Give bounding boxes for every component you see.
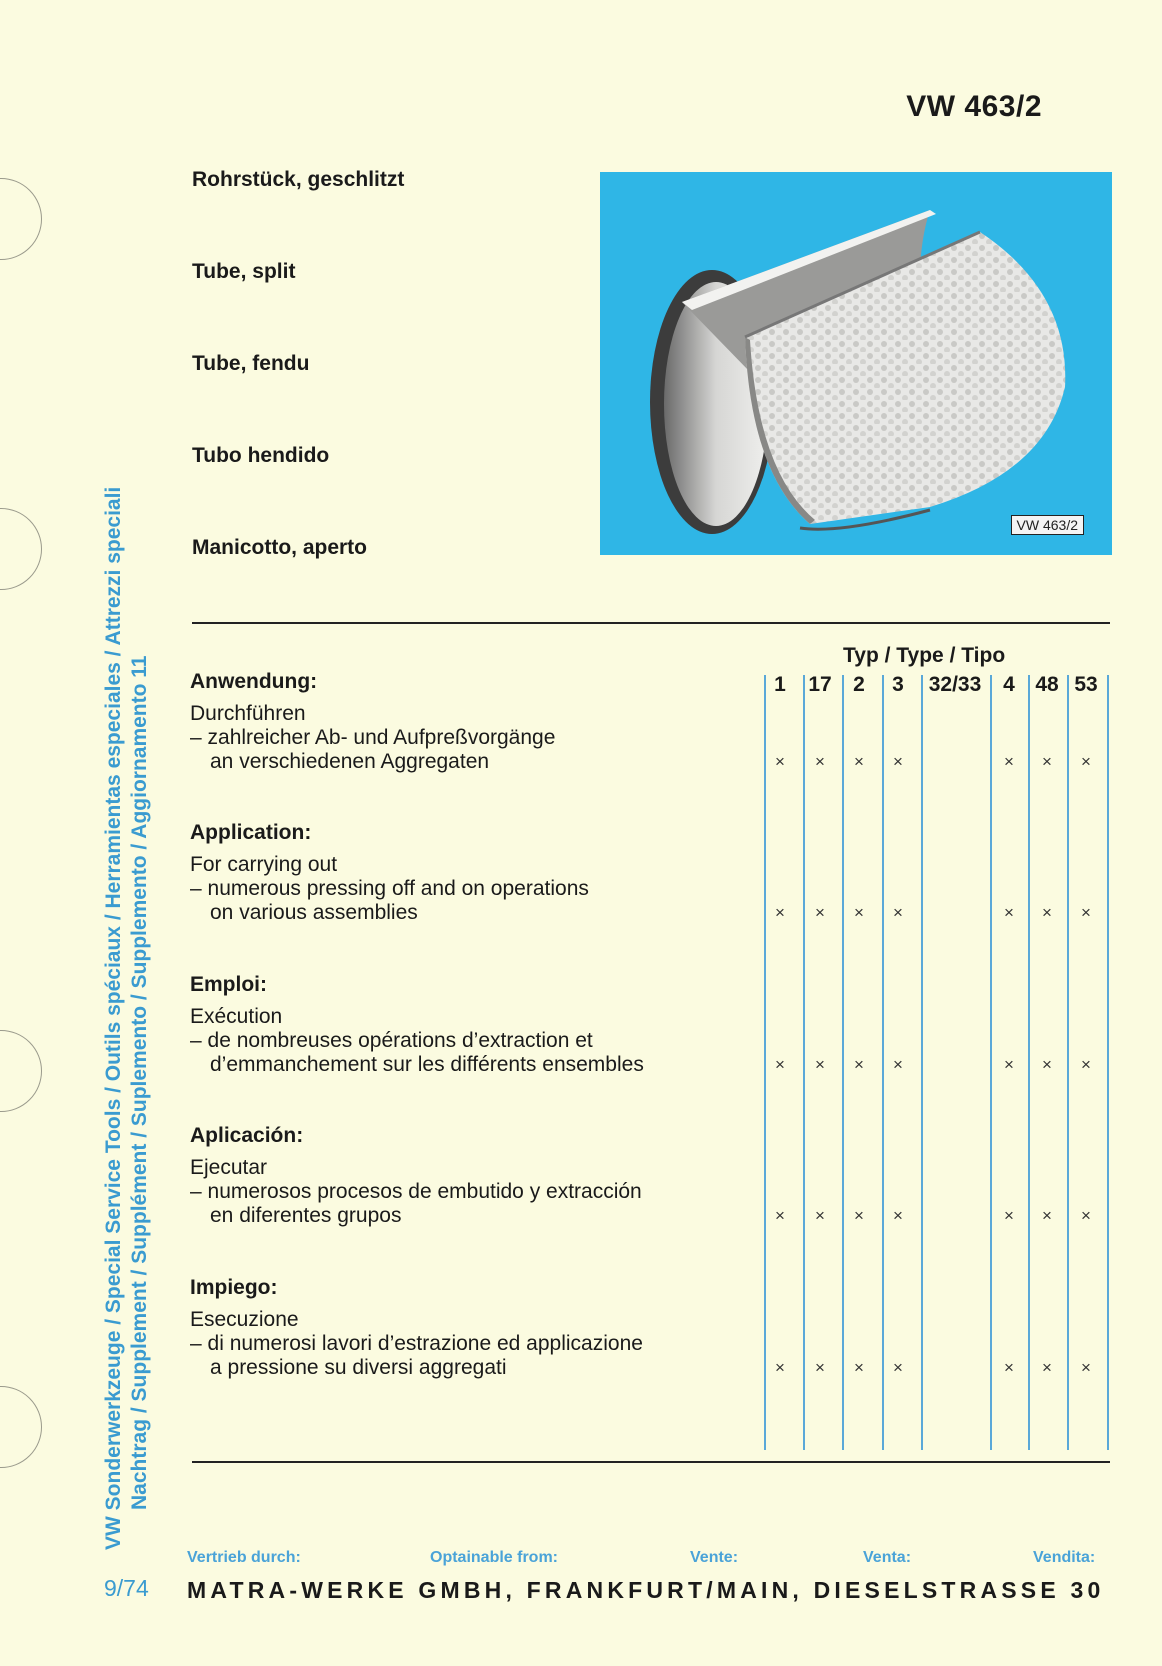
type-column-header: 48 <box>1035 673 1059 696</box>
applicable-mark: × <box>775 1206 785 1225</box>
type-column-header: 53 <box>1074 673 1098 696</box>
footer-label-spanish: Venta: <box>863 1549 912 1566</box>
applicable-mark: × <box>815 752 825 771</box>
section-text-line: – de nombreuses opérations d’extraction et <box>190 1029 593 1052</box>
punch-hole <box>0 178 42 260</box>
applicable-mark: × <box>1004 1206 1014 1225</box>
applicable-mark: × <box>1004 1358 1014 1377</box>
applicable-mark: × <box>854 1055 864 1074</box>
applicable-mark: × <box>854 1358 864 1377</box>
column-divider <box>921 675 923 1450</box>
punch-hole <box>0 508 42 590</box>
type-column-header: 17 <box>808 673 832 696</box>
section-text-line: – zahlreicher Ab- und Aufpreßvorgänge <box>190 726 556 749</box>
column-divider <box>882 675 884 1450</box>
applicable-mark: × <box>815 1358 825 1377</box>
punch-hole <box>0 1386 42 1468</box>
applicable-mark: × <box>1042 1055 1052 1074</box>
applicable-mark: × <box>893 752 903 771</box>
applicable-mark: × <box>1004 903 1014 922</box>
company-address: MATRA-WERKE GMBH, FRANKFURT/MAIN, DIESELSTRASSE 30 <box>187 1577 1105 1603</box>
applicable-mark: × <box>893 903 903 922</box>
section-text-line: an verschiedenen Aggregaten <box>210 750 490 773</box>
footer-label-german: Vertrieb durch: <box>187 1549 301 1566</box>
footer-label-french: Vente: <box>690 1549 739 1566</box>
applicable-mark: × <box>1004 1055 1014 1074</box>
applicable-mark: × <box>854 903 864 922</box>
section-text-line: Durchführen <box>190 702 306 725</box>
column-divider <box>1067 675 1069 1450</box>
applicable-mark: × <box>1081 1055 1091 1074</box>
section-text-line: Ejecutar <box>190 1156 268 1179</box>
applicable-mark: × <box>893 1358 903 1377</box>
type-column-header: 4 <box>1003 673 1015 696</box>
product-photo <box>600 172 1112 555</box>
section-text-line: Esecuzione <box>190 1308 299 1331</box>
document-number: VW 463/2 <box>906 90 1042 123</box>
applicable-mark: × <box>1081 1206 1091 1225</box>
applicable-mark: × <box>1042 903 1052 922</box>
name-german: Rohrstück, geschlitzt <box>192 168 405 191</box>
footer-label-italian: Vendita: <box>1033 1549 1096 1566</box>
applicable-mark: × <box>1042 1206 1052 1225</box>
applicable-mark: × <box>775 903 785 922</box>
applicable-mark: × <box>893 1055 903 1074</box>
section-heading: Impiego: <box>190 1276 278 1299</box>
type-column-header: 3 <box>892 673 904 696</box>
type-column-header: 32/33 <box>928 673 982 696</box>
photo-label: VW 463/2 <box>1011 515 1084 535</box>
column-divider <box>803 675 805 1450</box>
column-divider <box>1107 675 1109 1450</box>
applicable-mark: × <box>854 1206 864 1225</box>
applicable-mark: × <box>1004 752 1014 771</box>
section-text-line: For carrying out <box>190 853 338 876</box>
applicable-mark: × <box>775 1358 785 1377</box>
section-heading: Emploi: <box>190 973 267 996</box>
applicable-mark: × <box>775 752 785 771</box>
section-text-line: – numerosos procesos de embutido y extracción <box>190 1180 642 1203</box>
applicable-mark: × <box>1042 752 1052 771</box>
column-divider <box>990 675 992 1450</box>
name-french: Tube, fendu <box>192 352 310 375</box>
applicable-mark: × <box>1081 752 1091 771</box>
section-text-line: d’emmanchement sur les différents ensembles <box>210 1053 644 1076</box>
column-divider <box>842 675 844 1450</box>
name-english: Tube, split <box>192 260 296 283</box>
top-rule <box>192 622 1110 624</box>
section-heading: Application: <box>190 821 312 844</box>
applicable-mark: × <box>815 1055 825 1074</box>
applicable-mark: × <box>854 752 864 771</box>
section-heading: Anwendung: <box>190 670 318 693</box>
applicable-mark: × <box>815 1206 825 1225</box>
section-text-line: on various assemblies <box>210 901 418 924</box>
applicable-mark: × <box>1081 903 1091 922</box>
applicable-mark: × <box>893 1206 903 1225</box>
section-text-line: a pressione su diversi aggregati <box>210 1356 507 1379</box>
section-text-line: – di numerosi lavori d’estrazione ed applicazione <box>190 1332 643 1355</box>
column-divider <box>1028 675 1030 1450</box>
split-tube-illustration <box>600 172 1112 555</box>
type-table-title: Typ / Type / Tipo <box>843 644 1006 667</box>
name-spanish: Tubo hendido <box>192 444 330 467</box>
section-text-line: – numerous pressing off and on operations <box>190 877 589 900</box>
section-text-line: Exécution <box>190 1005 283 1028</box>
column-divider <box>764 675 766 1450</box>
applicable-mark: × <box>1042 1358 1052 1377</box>
type-column-header: 2 <box>853 673 865 696</box>
bottom-rule <box>192 1461 1110 1463</box>
section-text-line: en diferentes grupos <box>210 1204 402 1227</box>
name-italian: Manicotto, aperto <box>192 536 368 559</box>
sidebar-supplement: Nachtrag / Supplement / Supplément / Suplemento / Supplemento / Aggiornamento 11 <box>128 655 151 1510</box>
applicable-mark: × <box>815 903 825 922</box>
applicable-mark: × <box>775 1055 785 1074</box>
punch-hole <box>0 1030 42 1112</box>
sidebar-title: VW Sonderwerkzeuge / Special Service Tools / Outils spéciaux / Herramientas especiales / Attrezzi speciali <box>102 486 125 1550</box>
applicable-mark: × <box>1081 1358 1091 1377</box>
section-heading: Aplicación: <box>190 1124 304 1147</box>
footer-label-english: Optainable from: <box>430 1549 559 1566</box>
issue-date: 9/74 <box>104 1575 149 1601</box>
type-column-header: 1 <box>774 673 786 696</box>
